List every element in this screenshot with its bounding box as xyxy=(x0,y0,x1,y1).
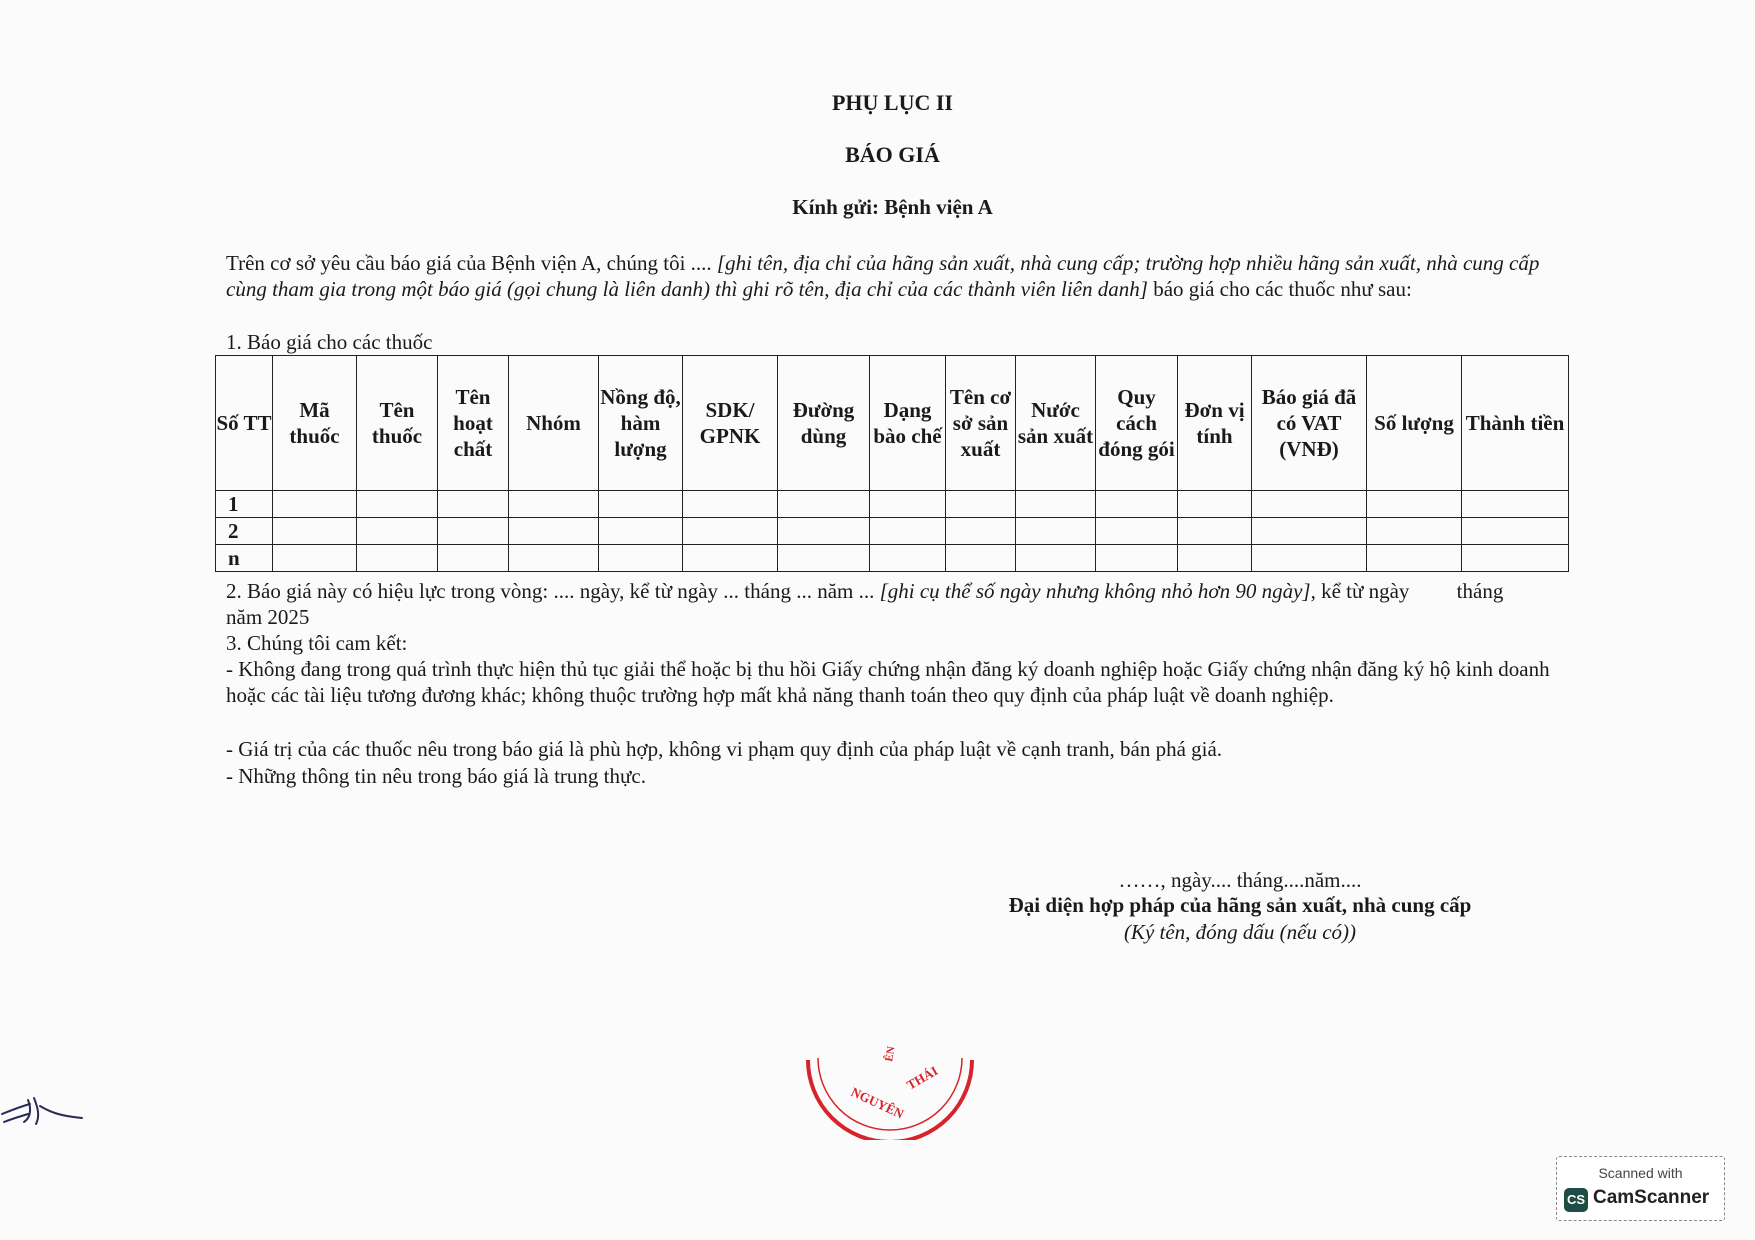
row-number-cell: 1 xyxy=(216,491,273,518)
signature-date-line: ……, ngày.... tháng....năm.... xyxy=(1118,868,1362,892)
signature-representative: Đại diện hợp pháp của hãng sản xuất, nhà cung cấp xyxy=(1008,893,1472,917)
intro-note: [ghi tên, địa chỉ của hãng sản xuất, nhà cung cấp; trường hợp nhiều hãng sản xuất, nhà cung cấp cùng tham gia trong một báo giá (gọi chung là liên danh) thì ghi rõ tên, địa chỉ của các thành viên liên danh] xyxy=(226,251,1540,301)
col-header-total: Thành tiền xyxy=(1462,356,1569,491)
col-header-stt: Số TT xyxy=(216,356,273,491)
table-row xyxy=(216,491,1569,518)
svg-text:ÊN: ÊN xyxy=(883,1045,898,1063)
addressee-line: Kính gửi: Bệnh viện A xyxy=(792,195,993,219)
commitment-item: - Những thông tin nêu trong báo giá là trung thực. xyxy=(226,764,646,788)
validity-suffix: , kể từ ngày tháng năm 2025 xyxy=(226,579,1556,629)
col-header-registration: SDK/ GPNK xyxy=(683,356,778,491)
intro-suffix: báo giá cho các thuốc như sau: xyxy=(1147,277,1412,301)
appendix-heading: PHỤ LỤC II xyxy=(831,90,953,115)
table-row xyxy=(216,545,1569,572)
row-number-cell: n xyxy=(216,545,273,572)
signature-note: (Ký tên, đóng dấu (nếu có)) xyxy=(1123,920,1357,944)
table-header-row xyxy=(216,356,1569,491)
col-header-active-ingredient: Tên hoạt chất xyxy=(438,356,509,491)
col-header-drug-name: Tên thuốc xyxy=(357,356,438,491)
svg-text:NGUYÊN: NGUYÊN xyxy=(848,1084,907,1122)
intro-paragraph xyxy=(226,250,1546,302)
validity-prefix: 2. Báo giá này có hiệu lực trong vòng: .... ngày, kể từ ngày ... tháng ... năm ... xyxy=(226,579,880,603)
intro-prefix: Trên cơ sở yêu cầu báo giá của Bệnh viện A, chúng tôi .... xyxy=(226,251,717,275)
quote-table xyxy=(215,355,1569,572)
commitment-heading: 3. Chúng tôi cam kết: xyxy=(226,631,408,655)
col-header-packaging: Quy cách đóng gói xyxy=(1096,356,1178,491)
col-header-country: Nước sản xuất xyxy=(1016,356,1096,491)
col-header-price-vat: Báo giá đã có VAT (VNĐ) xyxy=(1252,356,1367,491)
col-header-dosage-form: Dạng bào chế xyxy=(870,356,946,491)
commitment-item: - Không đang trong quá trình thực hiện thủ tục giải thể hoặc bị thu hồi Giấy chứng nhận đăng ký doanh nghiệp hoặc Giấy chứng nhận đăng ký hộ kinh doanh hoặc các tài liệu tương đương khác; không thuộc trường hợp mất khả năng thanh toán theo quy định của pháp luật về doanh nghiệp. xyxy=(226,657,1550,707)
col-header-unit: Đơn vị tính xyxy=(1178,356,1252,491)
col-header-manufacturer: Tên cơ sở sản xuất xyxy=(946,356,1016,491)
commitment-item: - Giá trị của các thuốc nêu trong báo giá là phù hợp, không vi phạm quy định của pháp luật về cạnh tranh, bán phá giá. xyxy=(226,737,1223,761)
camscanner-brand: CamScanner xyxy=(1593,1187,1710,1208)
svg-text:THÁI: THÁI xyxy=(904,1062,941,1093)
table-row xyxy=(216,518,1569,545)
col-header-drug-code: Mã thuốc xyxy=(273,356,357,491)
scanned-with-label: Scanned with xyxy=(1598,1165,1683,1181)
section1-heading: 1. Báo giá cho các thuốc xyxy=(226,330,433,354)
col-header-concentration: Nồng độ, hàm lượng xyxy=(599,356,683,491)
col-header-route: Đường dùng xyxy=(778,356,870,491)
validity-note: [ghi cụ thể số ngày nhưng không nhỏ hơn 90 ngày] xyxy=(879,579,1311,603)
camscanner-logo-icon: CS xyxy=(1564,1188,1588,1212)
validity-paragraph xyxy=(226,578,1556,630)
red-seal-stamp xyxy=(800,1040,980,1140)
row-number-cell: 2 xyxy=(216,518,273,545)
document-title: BÁO GIÁ xyxy=(845,142,940,167)
handwritten-signature-mark xyxy=(0,1092,90,1132)
col-header-group: Nhóm xyxy=(509,356,599,491)
camscanner-watermark xyxy=(1556,1156,1725,1221)
col-header-quantity: Số lượng xyxy=(1367,356,1462,491)
